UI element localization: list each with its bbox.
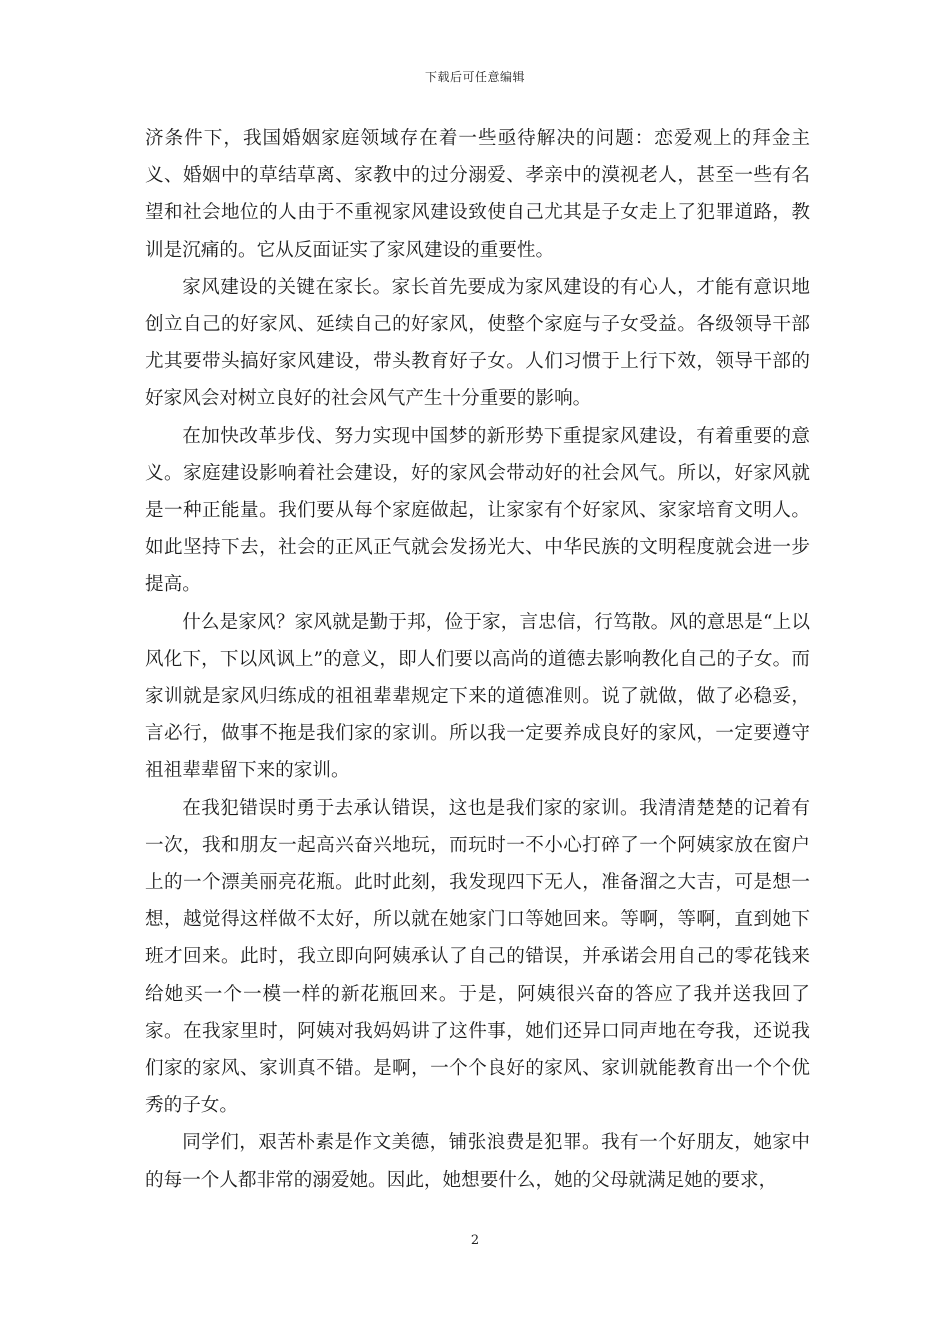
paragraph-3: 在加快改革步伐、努力实现中国梦的新形势下重提家风建设，有着重要的意义。家庭建设影响着社会建设，好的家风会带动好的社会风气。所以，好家风就是一种正能量。我们要从每个家庭做起，让家家有个好家风、家家培育文明人。如此坚持下去，社会的正风正气就会发扬光大、中华民族的文明程度就会进一步提高。 [145,425,810,596]
paragraph-5: 在我犯错误时勇于去承认错误，这也是我们家的家训。我清清楚楚的记着有一次，我和朋友一起高兴奋兴地玩，而玩时一不小心打碎了一个阿姨家放在窗户上的一个漂美丽亮花瓶。此时此刻，我发现四下无人，准备溜之大吉，可是想一想，越觉得这样做不太好，所以就在她家门口等她回来。等啊，等啊，直到她下班才回来。此时，我立即向阿姨承认了自己的错误，并承诺会用自己的零花钱来给她买一个一模一样的新花瓶回来。于是，阿姨很兴奋的答应了我并送我回了家。在我家里时，阿姨对我妈妈讲了这件事，她们还异口同声地在夸我，还说我们家的家风、家训真不错。是啊，一个个良好的家风、家训就能教育出一个个优秀的子女。 [145,797,810,1117]
paragraph-6: 同学们，艰苦朴素是作文美德，铺张浪费是犯罪。我有一个好朋友，她家中的每一个人都非常的溺爱她。因此，她想要什么，她的父母就满足她的要求， [145,1132,810,1191]
paragraph-4: 什么是家风？家风就是勤于邦，俭于家，言忠信，行笃散。风的意思是“上以风化下，下以风讽上”的意义，即人们要以高尚的道德去影响教化自己的子女。而家训就是家风归练成的祖祖辈辈规定下来的道德准则。说了就做，做了必稳妥，言必行，做事不拖是我们家的家训。所以我一定要养成良好的家风，一定要遵守祖祖辈辈留下来的家训。 [145,611,810,782]
paragraph-1: 济条件下，我国婚姻家庭领域存在着一些亟待解决的问题：恋爱观上的拜金主义、婚姻中的草结草离、家教中的过分溺爱、孝亲中的漠视老人，甚至一些有名望和社会地位的人由于不重视家风建设致使自己尤其是子女走上了犯罪道路，教训是沉痛的。它从反面证实了家风建设的重要性。 [145,128,810,261]
page-number: 2 [470,1233,480,1248]
document-body [145,120,810,1199]
paragraph-2: 家风建设的关键在家长。家长首先要成为家风建设的有心人，才能有意识地创立自己的好家风、延续自己的好家风，使整个家庭与子女受益。各级领导干部尤其要带头搞好家风建设，带头教育好子女。人们习惯于上行下效，领导干部的好家风会对树立良好的社会风气产生十分重要的影响。 [145,276,810,410]
page-header: 下载后可任意编辑 [424,70,525,84]
